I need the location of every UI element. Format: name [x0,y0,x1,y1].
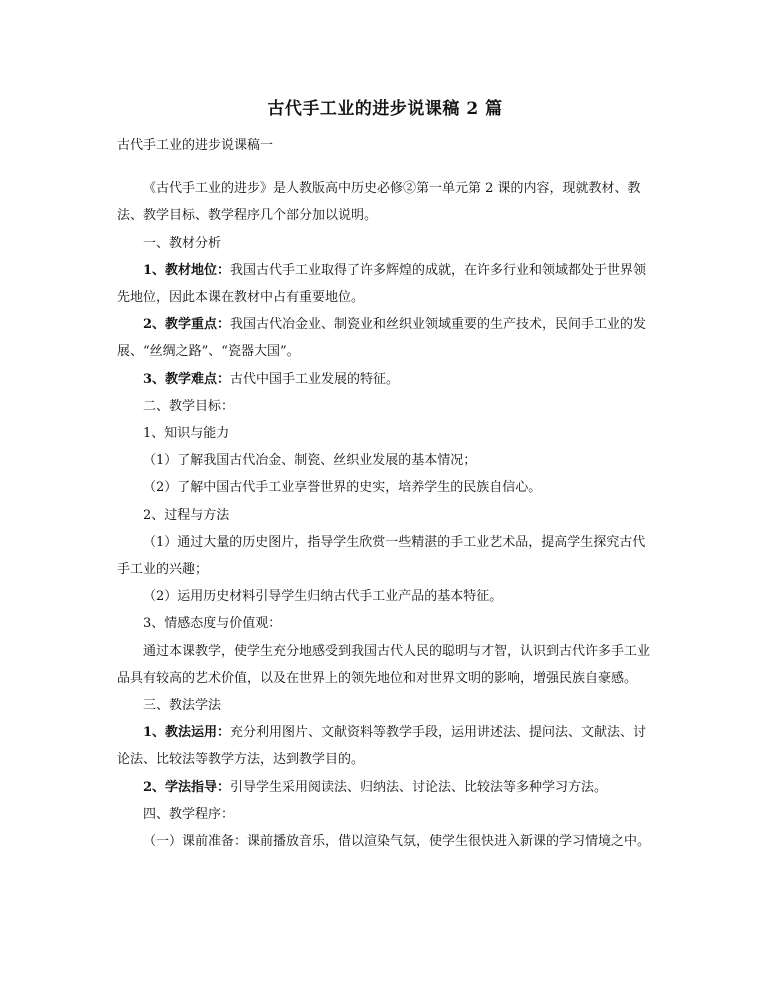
subheading-knowledge-ability: 1、知识与能力 [143,426,230,442]
difficult-points-text: 古代中国手工业发展的特征。 [230,371,400,387]
learning-method-text: 引导学生采用阅读法、归纳法、讨论法、比较法等多种学习方法。 [230,779,608,795]
document-subtitle: 古代手工业的进步说课稿一 [117,138,274,153]
key-points-label: 2、教学重点： [143,317,231,333]
document-body [117,132,657,855]
teaching-method-text: 充分利用图片、文献资料等教学手段，运用讲述法、提问法、文献法、讨论法、比较法等教学方法，达到教学目的。 [117,725,647,768]
knowledge-item-2: （2）了解中国古代手工业享誉世界的史实，培养学生的民族自信心。 [143,480,542,496]
section-heading-objectives: 二、教学目标： [143,398,235,414]
material-position-label: 1、教材地位： [143,262,231,278]
learning-method-paragraph [117,774,657,801]
difficult-points-paragraph [117,366,657,393]
difficult-points-label: 3、教学难点： [143,371,231,387]
process-item-2: （2）运用历史材料引导学生归纳古代手工业产品的基本特征。 [143,589,503,605]
section-heading-methods: 三、教法学法 [143,698,222,714]
learning-method-label: 2、学法指导： [143,779,231,795]
material-position-text: 我国古代手工业取得了许多辉煌的成就，在许多行业和领域都处于世界领先地位，因此本课在教材中占有重要地位。 [117,262,647,306]
document-title: 古代手工业的进步说课稿 2 篇 [267,99,503,119]
subheading-emotion-values: 3、情感态度与价值观： [143,616,282,632]
material-position-paragraph [117,257,657,311]
emotion-values-paragraph: 通过本课教学，使学生充分地感受到我国古代人民的聪明与才智，认识到古代许多手工业品具有较高的艺术价值，以及在世界上的领先地位和对世界文明的影响，增强民族自豪感。 [117,643,651,686]
teaching-method-label: 1、教法运用： [143,725,231,741]
teaching-method-paragraph [117,719,657,773]
key-points-paragraph [117,311,657,365]
section-heading-teaching-material: 一、教材分析 [143,235,222,251]
procedure-paragraph: （一）课前准备：课前播放音乐，借以渲染气氛，使学生很快进入新课的学习情境之中。 [143,834,651,850]
subheading-process-method: 2、过程与方法 [143,507,230,523]
key-points-text: 我国古代冶金业、制瓷业和丝织业领域重要的生产技术，民间手工业的发展、“丝绸之路”、“瓷器大国”。 [117,317,647,360]
section-heading-procedure: 四、教学程序： [143,806,235,822]
knowledge-item-1: （1）了解我国古代冶金、制瓷、丝织业发展的基本情况； [143,453,477,469]
intro-paragraph: 《古代手工业的进步》是人教版高中历史必修②第一单元第 2 课的内容，现就教材、教法、教学目标、教学程序几个部分加以说明。 [117,181,641,224]
process-item-1: （1）通过大量的历史图片，指导学生欣赏一些精湛的手工业艺术品，提高学生探究古代手工业的兴趣； [117,534,646,578]
